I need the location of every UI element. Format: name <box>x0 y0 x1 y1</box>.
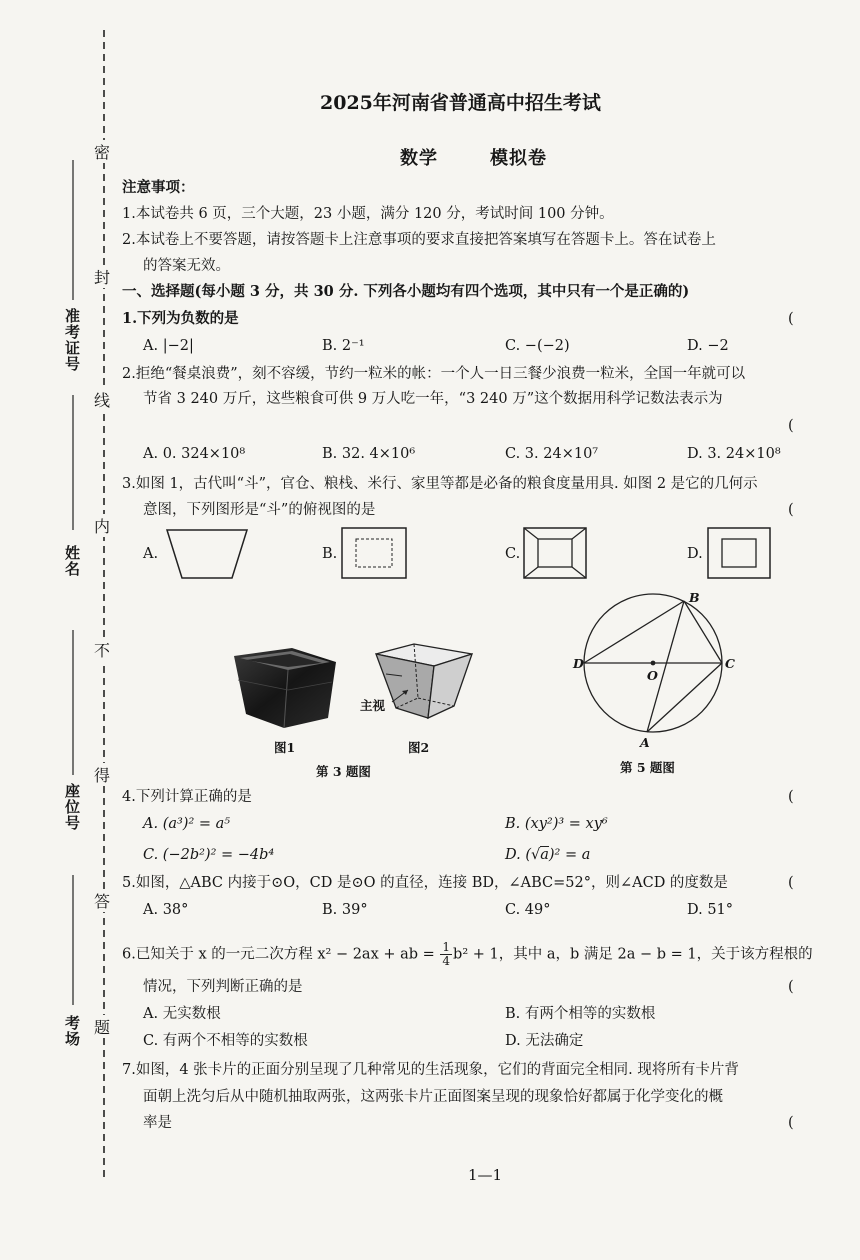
q4-sqrt-radicand: a <box>540 847 549 863</box>
q3-option-a-label: A. <box>143 546 159 562</box>
q5-point-a: A <box>640 735 650 750</box>
q2-stem-line-2: 节省 3 240 万斤，这些粮食可供 9 万人吃一年，“3 240 万”这个数据用科学记数法表示为 <box>143 391 723 407</box>
q3-option-d-label: D. <box>687 546 703 562</box>
q6-option-a: A. 无实数根 <box>143 1006 221 1022</box>
q5-point-d: D <box>573 656 584 671</box>
q5-circle-figure <box>570 580 740 750</box>
q5-paren: ( <box>788 875 794 891</box>
q5-option-a: A. 38° <box>143 902 189 918</box>
seal-char-7: 答 <box>94 889 110 912</box>
q3-option-a-trapezoid <box>162 526 252 586</box>
q6-paren: ( <box>788 979 794 995</box>
q6-fraction-numerator: 1 <box>442 940 451 954</box>
q6-fraction <box>440 941 452 968</box>
q2-stem-line-1: 2.拒绝“餐桌浪费”，刻不容缓，节约一粒米的帐：一个人一日三餐少浪费一粒米，全国一年就可以 <box>122 366 746 382</box>
notice-item-2-line-1: 2.本试卷上不要答题，请按答题卡上注意事项的要求直接把答案填写在答题卡上。答在试卷上 <box>122 232 716 248</box>
q6-stem-suffix: b² + 1，其中 a，b 满足 2a − b = 1，关于该方程根的 <box>453 946 813 963</box>
q3-stem-line-2: 意图，下列图形是“斗”的俯视图的是 <box>143 502 376 518</box>
exam-subject: 数学 <box>400 148 438 169</box>
q5-point-c: C <box>725 656 735 671</box>
seal-char-6: 得 <box>94 763 110 786</box>
q1-stem: 1.下列为负数的是 <box>122 310 239 327</box>
q3-figure-caption: 第 3 题图 <box>316 764 371 779</box>
q3-option-b-square-dashed <box>340 526 410 582</box>
paper-type: 模拟卷 <box>490 148 547 169</box>
seal-char-2: 封 <box>94 265 110 288</box>
q4-option-d-prefix: D. ( <box>505 847 531 863</box>
q4-option-c: C. (−2b²)² = −4b⁴ <box>143 847 275 863</box>
q7-stem-line-2: 面朝上洗匀后从中随机抽取两张，这两张卡片正面图案呈现的现象恰好都属于化学变化的概 <box>143 1089 723 1105</box>
q3-paren: ( <box>788 502 794 518</box>
seal-char-4: 内 <box>94 514 110 537</box>
q3-option-c-square-frustum <box>522 526 592 582</box>
q3-fig2-caption: 图2 <box>408 740 430 755</box>
q7-stem-line-3: 率是 <box>143 1115 172 1131</box>
seal-char-3: 线 <box>94 388 110 411</box>
q5-stem: 5.如图，△ABC 内接于⊙O，CD 是⊙O 的直径，连接 BD，∠ABC=52°，则∠ACD 的度数是 <box>122 875 728 891</box>
q2-option-a: A. 0. 324×10⁸ <box>143 446 246 462</box>
q3-fig2-frustum <box>372 642 482 732</box>
q5-point-b: B <box>689 590 700 605</box>
q1-option-d: D. −2 <box>687 338 729 354</box>
q4-stem: 4.下列计算正确的是 <box>122 789 252 805</box>
q6-stem-line-1 <box>122 941 813 968</box>
q7-paren: ( <box>788 1115 794 1131</box>
q5-option-b: B. 39° <box>322 902 368 918</box>
q4-option-a: A. (a³)² = a⁵ <box>143 816 231 832</box>
q3-option-b-label: B. <box>322 546 338 562</box>
q3-option-d-square-solid <box>706 526 776 582</box>
q6-option-c: C. 有两个不相等的实数根 <box>143 1033 308 1049</box>
q4-paren: ( <box>788 789 794 805</box>
notice-item-2-line-2: 的答案无效。 <box>143 258 230 274</box>
q6-stem-prefix: 6.已知关于 x 的一元二次方程 x² − 2ax + ab = <box>122 946 435 963</box>
section-1-heading: 一、选择题(每小题 3 分，共 30 分. 下列各小题均有四个选项，其中只有一个是正确的) <box>122 283 690 300</box>
q6-fraction-denominator: 4 <box>442 954 451 968</box>
page-number: 1—1 <box>468 1166 503 1184</box>
q3-fig1-dou-photo <box>232 640 342 730</box>
q4-option-d-suffix: )² = a <box>548 847 591 863</box>
q1-option-a: A. |−2| <box>143 338 194 354</box>
admission-number-label: 准考证号 <box>63 308 81 372</box>
q3-option-c-label: C. <box>505 546 521 562</box>
q6-option-b: B. 有两个相等的实数根 <box>505 1006 656 1022</box>
q5-figure-caption: 第 5 题图 <box>620 760 675 775</box>
seal-char-8: 题 <box>94 1015 110 1038</box>
name-label: 姓名 <box>63 545 81 577</box>
q7-stem-line-1: 7.如图，4 张卡片的正面分别呈现了几种常见的生活现象，它们的背面完全相同. 现将所有卡片背 <box>122 1062 739 1078</box>
q5-point-o: O <box>647 668 658 683</box>
q2-option-b: B. 32. 4×10⁶ <box>322 446 416 462</box>
notice-heading: 注意事项： <box>122 179 195 196</box>
q2-paren: ( <box>788 418 794 434</box>
q4-option-d <box>505 846 590 864</box>
seal-char-5: 不 <box>94 638 110 661</box>
notice-item-1: 1.本试卷共 6 页，三个大题，23 小题，满分 120 分，考试时间 100 分钟。 <box>122 206 614 222</box>
q2-option-d: D. 3. 24×10⁸ <box>687 446 781 462</box>
q1-option-c: C. −(−2) <box>505 338 570 354</box>
q1-option-b: B. 2⁻¹ <box>322 338 365 354</box>
q6-stem-line-2: 情况，下列判断正确的是 <box>143 979 303 995</box>
exam-room-label: 考场 <box>63 1015 81 1047</box>
seat-number-label: 座位号 <box>63 783 81 831</box>
q6-option-d: D. 无法确定 <box>505 1033 584 1049</box>
q4-option-b: B. (xy²)³ = xy⁶ <box>505 816 608 832</box>
q5-option-c: C. 49° <box>505 902 551 918</box>
exam-title: 2025年河南省普通高中招生考试 <box>320 92 601 114</box>
q1-paren: ( <box>788 311 794 327</box>
q4-sqrt-sign: √ <box>530 847 541 863</box>
q3-fig2-front-view-label: 主视 <box>360 698 386 713</box>
q3-fig1-caption: 图1 <box>274 740 296 755</box>
seal-dashed-line <box>102 30 106 1180</box>
q3-stem-line-1: 3.如图 1，古代叫“斗”，官仓、粮栈、米行、家里等都是必备的粮食度量用具. 如图 2 是它的几何示 <box>122 476 758 492</box>
seal-char-1: 密 <box>94 140 110 163</box>
q2-option-c: C. 3. 24×10⁷ <box>505 446 599 462</box>
q5-option-d: D. 51° <box>687 902 734 918</box>
